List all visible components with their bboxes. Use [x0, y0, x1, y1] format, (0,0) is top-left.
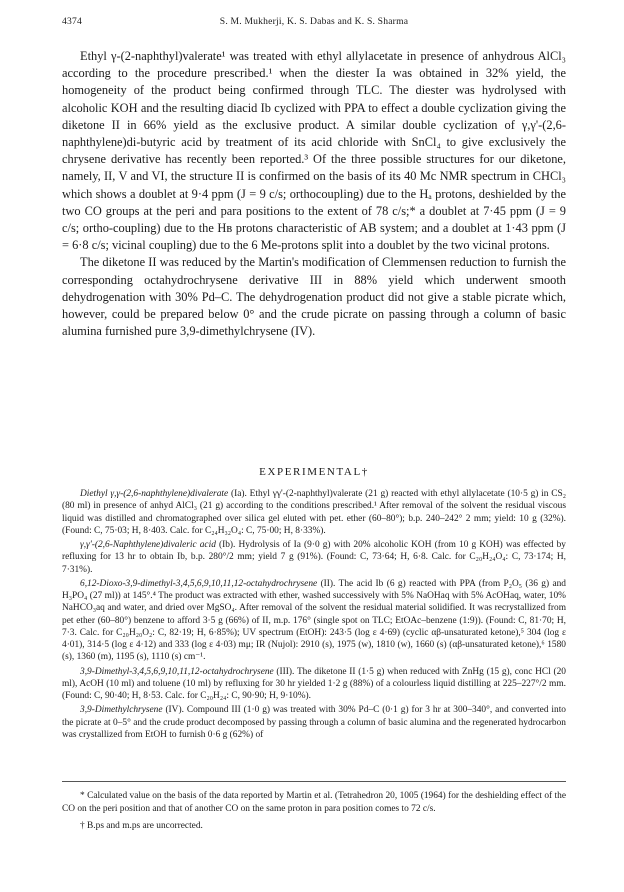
running-title: S. M. Mukherji, K. S. Dabas and K. S. Sharma [219, 16, 409, 27]
footnotes [62, 790, 566, 836]
compound-name: 3,9-Dimethylchrysene [80, 705, 163, 716]
compound-name: γ,γ'-(2,6-Naphthylene)divaleric acid [80, 540, 216, 550]
main-body [62, 48, 566, 340]
compound-name: 3,9-Dimethyl-3,4,5,6,9,10,11,12-octahydrochrysene [80, 666, 274, 677]
procedure-text: (Ib). Hydrolysis of Ia (9·0 g) with 20% alcoholic KOH (from 10 g KOH) was effected by refluxing for 13 hr to obtain Ib, b.p. 280°/2 mm; yield 7 g (91%). (Found: C, 73·64; H, 6·8. Calc. for C₂₀H₂₄O₄: C, 73·174; H, 7·31%). [62, 540, 566, 575]
experimental-section [62, 488, 566, 743]
section-title-experimental: EXPERIMENTAL† [259, 466, 369, 478]
compound-name: 6,12-Dioxo-3,9-dimethyl-3,4,5,6,9,10,11,12-octahydrochrysene [80, 578, 318, 589]
experimental-paragraph [62, 578, 566, 664]
experimental-paragraph [62, 666, 566, 703]
body-paragraph: The diketone II was reduced by the Martin's modification of Clemmensen reduction to furnish the corresponding octahydrochrysene derivative III in 88% yield which underwent smooth dehydrogenation with 30% Pd–C. The dehydrogenation product did not give a stable picrate which, however, could be prepared below 0° and the crude picrate on passing through a column of basic alumina furnished pure 3,9-dimethylchrysene (IV). [62, 255, 566, 339]
footnote-divider [62, 781, 566, 782]
footnote: * Calculated value on the basis of the data reported by Martin et al. (Tetrahedron 20, 1005 (1964) for the deshielding effect of the CO on the peri position and that of another CO on the same proton in para position comes to 72 c/s. [62, 791, 566, 814]
experimental-paragraph [62, 539, 566, 576]
experimental-paragraph [62, 488, 566, 537]
body-paragraph: Ethyl γ-(2-naphthyl)valerate¹ was treated with ethyl allylacetate in presence of anhydrous AlCl₃ according to the procedure prescribed.¹ when the diester Ia was obtained in 32% yield, the homogeneity of the product being confirmed through TLC. The diester was hydrolysed with alcoholic KOH and the resulting diacid Ib cyclized with PPA to effect a double cyclization giving the diketone II in 66% yield as the exclusive product. A similar double cyclization of γ,γ'-(2,6-naphthylene)di-butyric acid by treatment of its acid chloride with SnCl₄ to give exclusively the chrysene derivative has recently been reported.³ Of the three possible structures for our diketone, namely, II, V and VI, the structure II is confirmed on the basis of its 40 Mc NMR spectrum in CHCl₃ which shows a doublet at 9·4 ppm (J = 9 c/s; orthocoupling) due to the Hₐ protons, deshielded by the two CO groups at the peri and para positions to the extent of 78 c/s;* a doublet at 7·45 ppm (J = 9 c/s; ortho-coupling) due to the Hʙ protons characteristic of AB system; and a doublet at 1·43 ppm (J = 6·8 c/s; vicinal coupling) due to the 6 Me-protons split into a doublet by the two vicinal protons. [62, 49, 566, 253]
procedure-text: (IV). Compound III (1·0 g) was treated with 30% Pd–C (0·1 g) for 3 hr at 300–340°, and converted into the picrate at 0–5° and the crude product decomposed by passing through a column of basic alumina and the regenerated hydrocarbon was crystallized from EtOH to furnish 0·6 g (62%) of [62, 705, 566, 740]
experimental-paragraph [62, 704, 566, 741]
page-number: 4374 [62, 16, 82, 27]
procedure-text: (III). The diketone II (1·5 g) when reduced with ZnHg (15 g), conc HCl (20 ml), AcOH (10 ml) and toluene (10 ml) by refluxing for 30 hr yielded 1·2 g (88%) of a colourless liquid distilling at 225–227°/2 mm. (Found: C, 90·40; H, 8·53. Calc. for C₂₀H₂₄: C, 90·90; H, 9·10%). [62, 666, 566, 701]
procedure-text: (II). The acid Ib (6 g) reacted with PPA (from P₂O₅ (36 g) and H₃PO₄ (27 ml)) at 145°.⁴ The product was extracted with ether, washed successively with 5% NaOHaq with 5% AcOHaq, water, 10% NaHCO₃aq and water, and dried over MgSO₄. After removal of the solvent the residual material solidified. It was recrystallized from pet ether (60–80°) benzene to afford 3·5 g (66%) of II, m.p. 176° (single spot on TLC; EtOAc–benzene (1:9)). (Found: C, 81·70; H, 7·3. Calc. for C₂₀H₂₀O₂: C, 82·19; H, 6·85%); UV spectrum (EtOH): 243·5 (log ε 4·69) (cyclic αβ-unsaturated ketone),⁵ 304 (log ε 4·01), 314·5 (log ε 4·12) and 333 (log ε 4·03) mμ; IR (Nujol): 2910 (s), 1975 (w), 1810 (w), 1660 (s) (αβ-unsaturated ketone),⁶ 1580 (s), 1360 (m), 1195 (s), 1110 (s) cm⁻¹. [62, 578, 566, 663]
procedure-text: (Ia). Ethyl γγ'-(2-naphthyl)valerate (21 g) reacted with ethyl allylacetate (10·5 g) in CS₂ (80 ml) in presence of anhyd AlCl₃ (21 g) according to the conditions prescribed.¹ After removal of the solvent the residual viscous liquid was distilled and chromatographed over silica gel eluted with pet. ether (60–80°); b.p. 240–242° 2 mm; yield: 10 g (32%). (Found: C, 75·03; H, 8·403. Calc. for C₂₄H₃₂O₄: C, 75·00; H, 8·33%). [62, 489, 567, 536]
page-header [62, 16, 566, 34]
footnote: † B.ps and m.ps are uncorrected. [80, 820, 203, 831]
compound-name: Diethyl γ,γ-(2,6-naphthylene)divalerate [80, 489, 229, 499]
